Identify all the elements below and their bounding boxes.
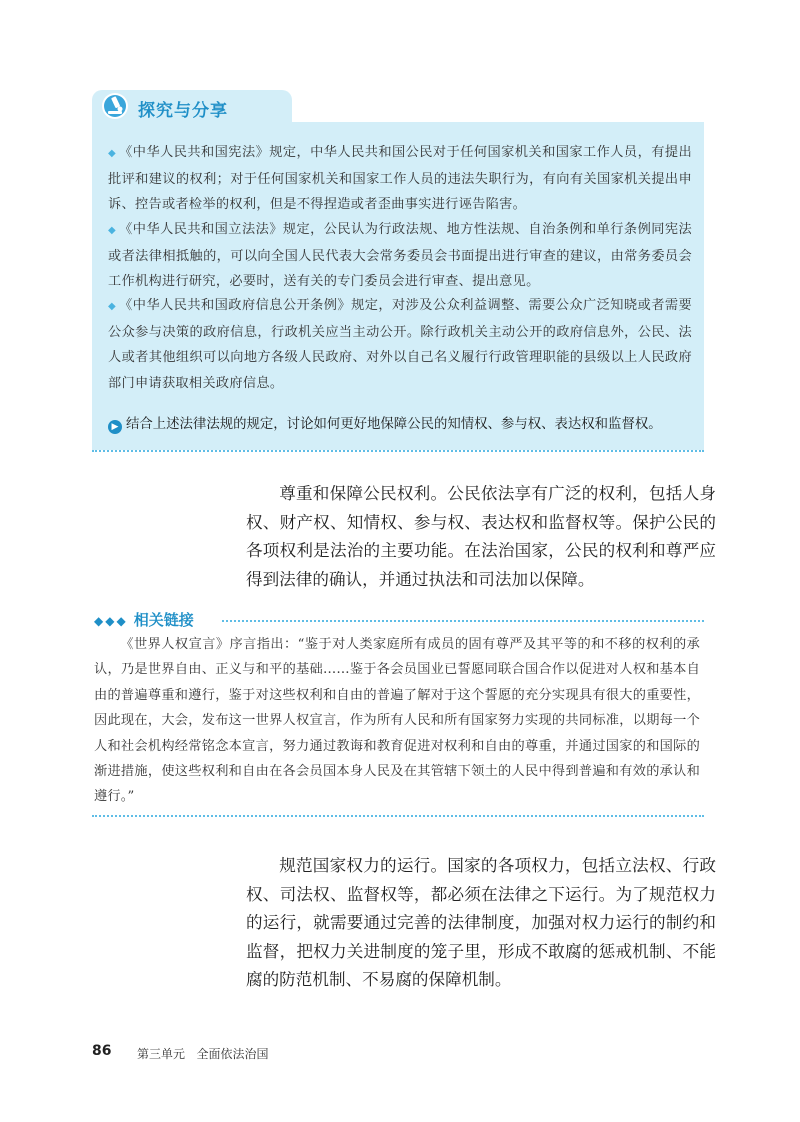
page-number: 86 — [92, 1043, 112, 1059]
diamond-icon: ◆ — [108, 225, 117, 236]
explore-paragraph-1: ◆ 《中华人民共和国宪法》规定，中华人民共和国公民对于任何国家机关和国家工作人员，有提出批评和建议的权利；对于任何国家机关和国家工作人员的违法失职行为，有向有关国家机关提出申诉、控告或者检举的权利，但是不得捏造或者歪曲事实进行诬告陷害。 — [108, 145, 692, 212]
diamond-icons: ◆◆◆ — [94, 614, 128, 628]
explore-title: 探究与分享 — [138, 101, 228, 121]
main-paragraph-2: 规范国家权力的运行。国家的各项权力，包括立法权、行政权、司法权、监督权等，都必须在法律之下运行。为了规范权力的运行，就需要通过完善的法律制度，加强对权力运行的制约和监督，把权力关进制度的笼子里，形成不敢腐的惩戒机制、不能腐的防范机制、不易腐的保障机制。 — [246, 856, 716, 989]
related-link-body: 《世界人权宣言》序言指出：“鉴于对人类家庭所有成员的固有尊严及其平等的和不移的权利的承认，乃是世界自由、正义与和平的基础……鉴于各会员国业已誓愿同联合国合作以促进对人权和基本自由的普遍尊重和遵行，鉴于对这些权利和自由的普遍了解对于这个誓愿的充分实现具有很大的重要性，因此现在，大会，发布这一世界人权宣言，作为所有人民和所有国家努力实现的共同标准，以期每一个人和社会机构经常铭念本宣言，努力通过教诲和教育促进对权利和自由的尊重，并通过国家的和国际的渐进措施，使这些权利和自由在各会员国本身人民及在其管辖下领土的人民中得到普遍和有效的承认和遵行。” — [94, 637, 700, 805]
arrow-circle-icon: ▶ — [108, 420, 122, 434]
explore-paragraph-2: ◆ 《中华人民共和国立法法》规定，公民认为行政法规、地方性法规、自治条例和单行条例同宪法或者法律相抵触的，可以向全国人民代表大会常务委员会书面提出进行审查的建议，由常务委员会工作机构进行研究，必要时，送有关的专门委员会进行审查、提出意见。 — [108, 222, 692, 289]
related-link-rule — [222, 620, 704, 622]
main-paragraph-1: 尊重和保障公民权利。公民依法享有广泛的权利，包括人身权、财产权、知情权、参与权、表达权和监督权等。保护公民的各项权利是法治的主要功能。在法治国家，公民的权利和尊严应得到法律的确认，并通过执法和司法加以保障。 — [246, 484, 716, 589]
related-link-heading: ◆◆◆ 相关链接 — [94, 611, 194, 629]
diamond-icon: ◆ — [108, 148, 117, 159]
discussion-question: ▶ 结合上述法律法规的规定，讨论如何更好地保障公民的知情权、参与权、表达权和监督权。 — [108, 413, 698, 434]
related-link-divider — [92, 815, 704, 817]
unit-label: 第三单元 全面依法治国 — [137, 1047, 269, 1061]
diamond-icon: ◆ — [108, 301, 117, 312]
section-divider — [92, 450, 704, 452]
microscope-icon — [100, 92, 130, 120]
explore-paragraph-3: ◆ 《中华人民共和国政府信息公开条例》规定，对涉及公众利益调整、需要公众广泛知晓或者需要公众参与决策的政府信息，行政机关应当主动公开。除行政机关主动公开的政府信息外，公民、法人或者其他组织可以向地方各级人民政府、对外以自己名义履行行政管理职能的县级以上人民政府部门申请获取相关政府信息。 — [108, 298, 692, 391]
